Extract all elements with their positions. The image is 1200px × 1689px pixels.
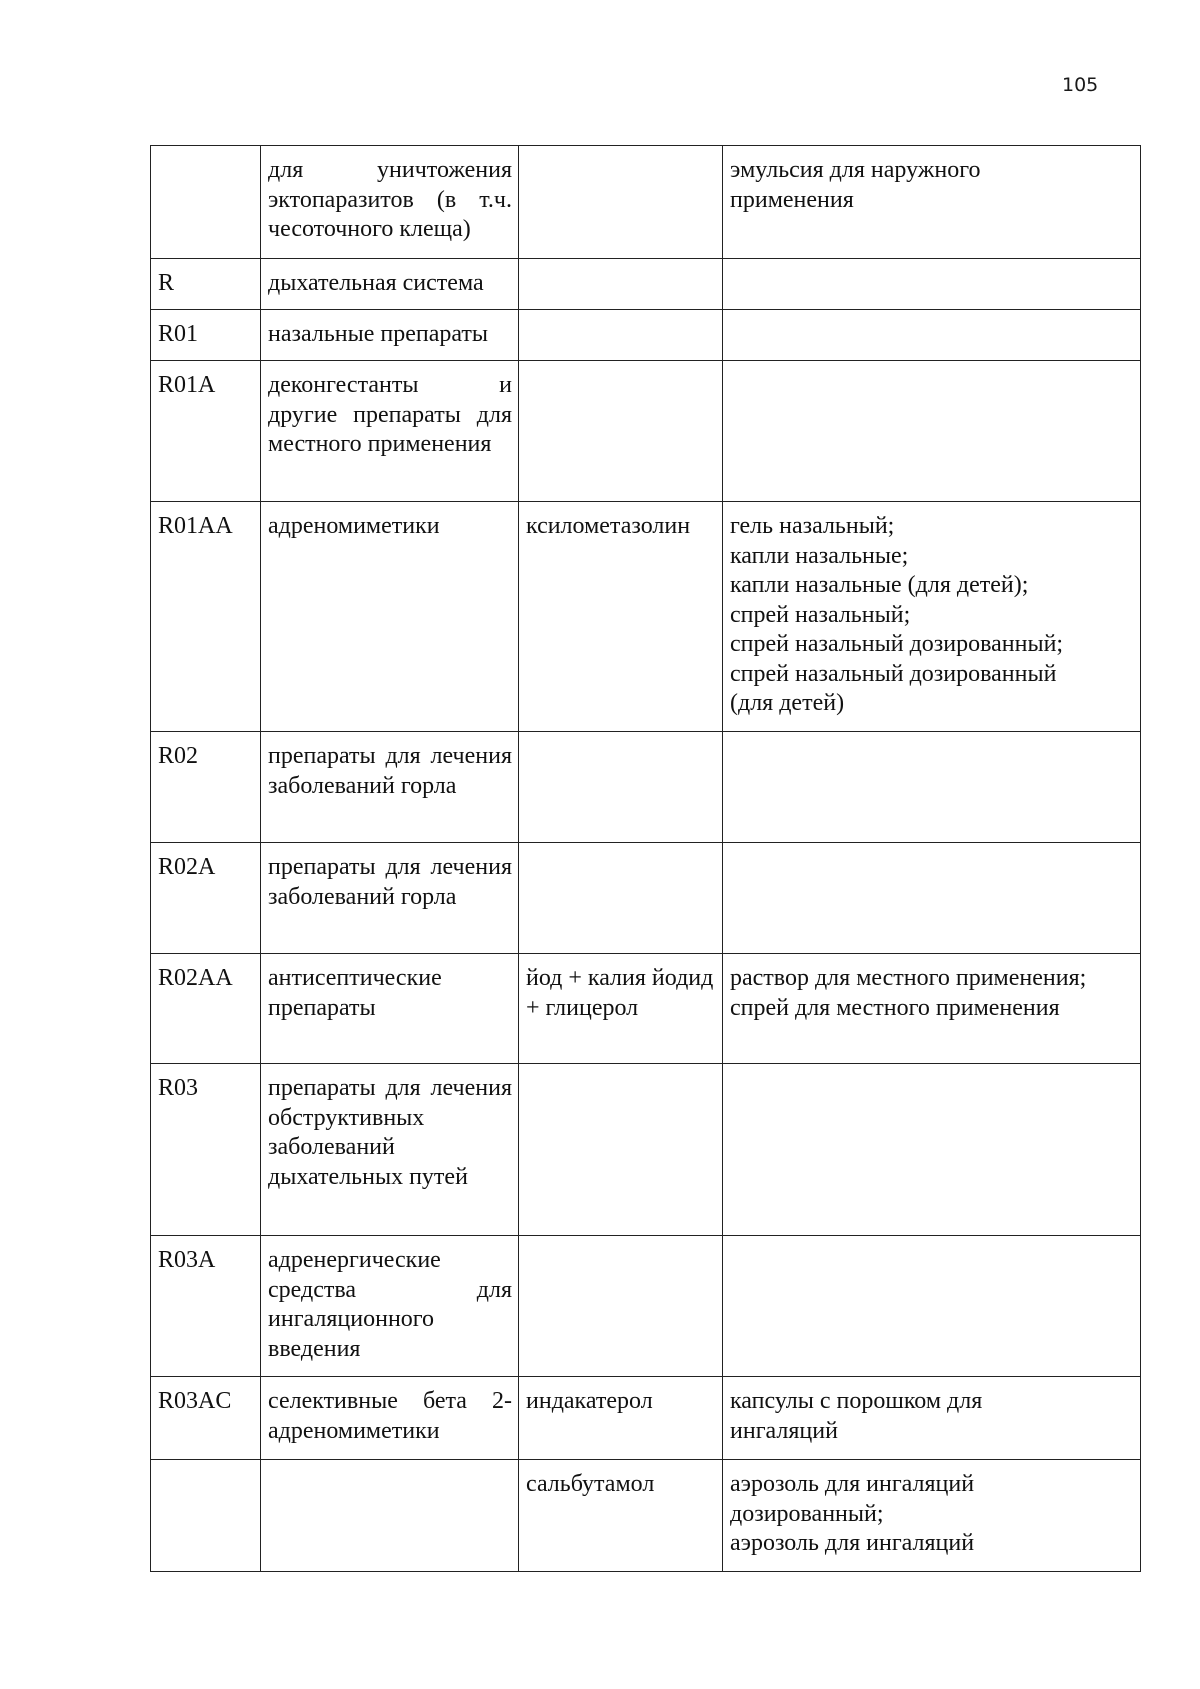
dosage-forms-cell: [723, 843, 1141, 954]
page-number: 105: [1062, 74, 1099, 96]
dosage-forms-cell: [723, 1236, 1141, 1377]
therapeutic-group-name: деконгестанты и другие препараты для местного применения: [268, 372, 512, 457]
therapeutic-group-name: адренергические средства для ингаляционного введения: [268, 1247, 512, 1362]
drug-name-cell: [519, 502, 723, 732]
drug-name-cell: [519, 1377, 723, 1460]
drug-name-cell: [519, 954, 723, 1064]
atc-code-cell: [151, 310, 261, 361]
dosage-form-line: спрей назальный дозированный: [730, 660, 1057, 687]
therapeutic-group-name: назальные препараты: [268, 321, 489, 347]
drug-name-cell: [519, 146, 723, 259]
anatomical-therapeutic-group-cell: [261, 843, 519, 954]
table-row: [151, 146, 1141, 259]
anatomical-therapeutic-group-cell: [261, 732, 519, 843]
drug-name-cell: [519, 1460, 723, 1572]
drug-name-cell: [519, 1064, 723, 1236]
anatomical-therapeutic-group-cell: [261, 1064, 519, 1236]
drug-name: сальбутамол: [526, 1471, 655, 1497]
dosage-form-line: аэрозоль для ингаляций: [730, 1471, 975, 1497]
table-row: [151, 1236, 1141, 1377]
anatomical-therapeutic-group-cell: [261, 310, 519, 361]
drug-name-cell: [519, 361, 723, 502]
anatomical-therapeutic-group-cell: [261, 1236, 519, 1377]
dosage-form-line: спрей для местного применения: [730, 994, 1060, 1021]
dosage-forms-cell: [723, 259, 1141, 310]
dosage-form-line: капли назальные (для детей);: [730, 572, 1029, 598]
atc-code-cell: [151, 1377, 261, 1460]
table-row: [151, 843, 1141, 954]
dosage-form-line: эмульсия для наружного: [730, 157, 981, 183]
therapeutic-group-name: для уничтожения эктопаразитов (в т.ч. чесоточного клеща): [268, 157, 512, 242]
drug-name: ксилометазолин: [526, 513, 691, 539]
atc-code: R03AC: [158, 1388, 232, 1414]
therapeutic-group-name: препараты для лечения обструктивных заболеваний дыхательных путей: [268, 1075, 512, 1190]
anatomical-therapeutic-group-cell: [261, 259, 519, 310]
table-row: [151, 361, 1141, 502]
dosage-form-line: аэрозоль для ингаляций: [730, 1530, 975, 1556]
atc-code: R01: [158, 321, 199, 347]
dosage-form-line: капли назальные;: [730, 542, 909, 569]
dosage-form-line: гель назальный;: [730, 513, 895, 539]
atc-code-cell: [151, 843, 261, 954]
anatomical-therapeutic-group-cell: [261, 146, 519, 259]
table-row: [151, 1064, 1141, 1236]
drug-name-cell: [519, 310, 723, 361]
dosage-form-line: раствор для местного применения;: [730, 965, 1087, 991]
dosage-forms-cell: [723, 732, 1141, 843]
dosage-forms-cell: [723, 502, 1141, 732]
dosage-form-line: применения: [730, 186, 854, 213]
dosage-form-line: ингаляций: [730, 1417, 838, 1444]
atc-code-cell: [151, 502, 261, 732]
drug-name-cell: [519, 259, 723, 310]
atc-code: R01A: [158, 372, 216, 398]
dosage-forms-cell: [723, 1377, 1141, 1460]
therapeutic-group-name: препараты для лечения заболеваний горла: [268, 854, 512, 910]
dosage-forms-cell: [723, 1460, 1141, 1572]
atc-code: R02A: [158, 854, 216, 880]
dosage-forms-cell: [723, 310, 1141, 361]
dosage-forms-cell: [723, 146, 1141, 259]
atc-code: R02AA: [158, 965, 233, 991]
dosage-forms-cell: [723, 1064, 1141, 1236]
table-row: [151, 502, 1141, 732]
table-row: [151, 259, 1141, 310]
dosage-form-line: спрей назальный;: [730, 601, 911, 628]
drug-name: йод + калия йодид + глицерол: [526, 965, 714, 1021]
atc-code-cell: [151, 1460, 261, 1572]
atc-code: R: [158, 270, 175, 296]
drug-name-cell: [519, 1236, 723, 1377]
dosage-form-line: спрей назальный дозированный;: [730, 631, 1064, 657]
dosage-form-line: (для детей): [730, 690, 845, 716]
therapeutic-group-name: дыхательная система: [268, 270, 484, 296]
table-row: [151, 310, 1141, 361]
atc-code: R01AA: [158, 513, 233, 539]
drug-classification-table-wrapper: [150, 145, 1140, 1572]
atc-code-cell: [151, 732, 261, 843]
therapeutic-group-name: антисептические препараты: [268, 965, 442, 1021]
anatomical-therapeutic-group-cell: [261, 954, 519, 1064]
anatomical-therapeutic-group-cell: [261, 361, 519, 502]
table-row: [151, 1377, 1141, 1460]
therapeutic-group-name: селективные бета 2-адреномиметики: [268, 1388, 512, 1444]
dosage-forms-cell: [723, 954, 1141, 1064]
atc-code-cell: [151, 1236, 261, 1377]
therapeutic-group-name: препараты для лечения заболеваний горла: [268, 743, 512, 799]
table-row: [151, 732, 1141, 843]
table-row: [151, 954, 1141, 1064]
drug-name-cell: [519, 843, 723, 954]
atc-code: R02: [158, 743, 199, 769]
dosage-form-line: капсулы с порошком для: [730, 1388, 983, 1414]
dosage-forms-cell: [723, 361, 1141, 502]
anatomical-therapeutic-group-cell: [261, 1377, 519, 1460]
drug-name: индакатерол: [526, 1388, 653, 1414]
atc-code-cell: [151, 259, 261, 310]
atc-code: R03A: [158, 1247, 216, 1273]
drug-classification-table: [150, 145, 1141, 1572]
atc-code-cell: [151, 361, 261, 502]
table-row: [151, 1460, 1141, 1572]
drug-name-cell: [519, 732, 723, 843]
dosage-form-line: дозированный;: [730, 1500, 884, 1527]
anatomical-therapeutic-group-cell: [261, 1460, 519, 1572]
table-body: [151, 146, 1141, 1572]
atc-code-cell: [151, 954, 261, 1064]
atc-code: R03: [158, 1075, 199, 1101]
atc-code-cell: [151, 146, 261, 259]
anatomical-therapeutic-group-cell: [261, 502, 519, 732]
therapeutic-group-name: адреномиметики: [268, 513, 440, 539]
atc-code-cell: [151, 1064, 261, 1236]
